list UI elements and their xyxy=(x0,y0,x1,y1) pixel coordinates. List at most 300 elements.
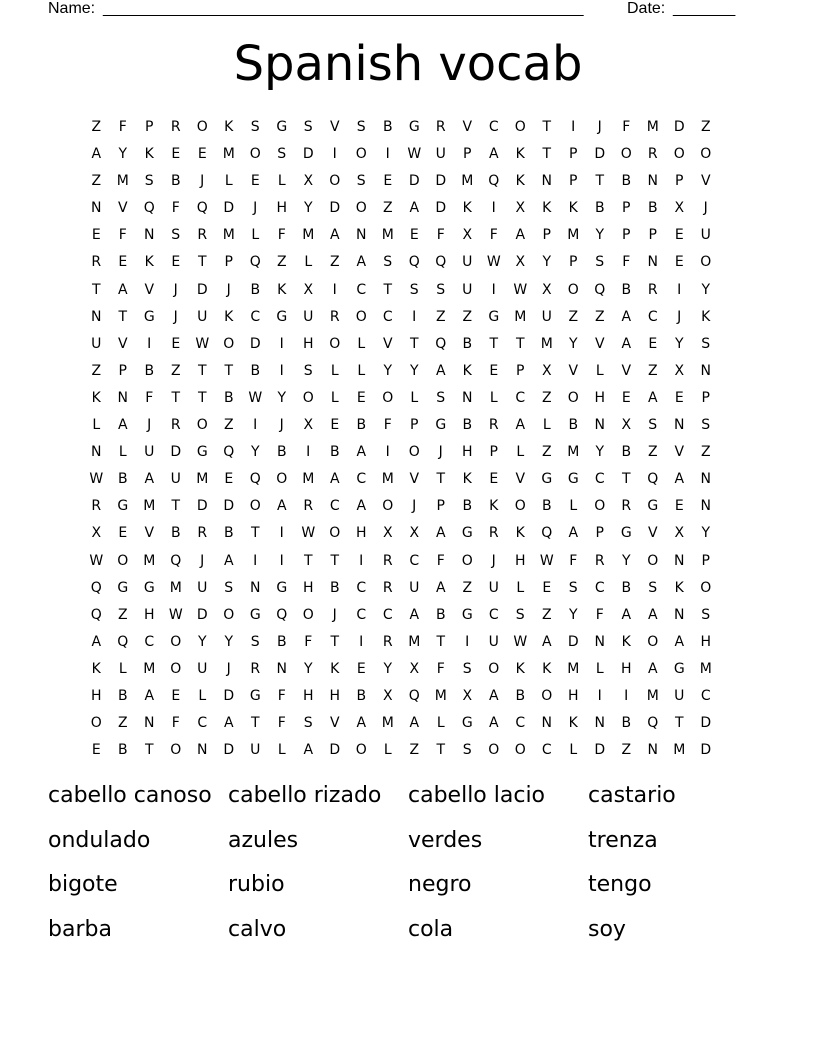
grid-letter: G xyxy=(249,687,261,704)
grid-letter: B xyxy=(462,417,473,434)
grid-letter: X xyxy=(462,227,473,244)
grid-letter: C xyxy=(356,579,367,596)
grid-letter: C xyxy=(409,552,420,569)
grid-letter: N xyxy=(117,389,128,406)
grid-letter: Q xyxy=(196,200,208,217)
grid-letter: M xyxy=(673,742,686,759)
grid-letter: K xyxy=(462,471,472,488)
grid-letter: M xyxy=(222,227,235,244)
grid-letter: A xyxy=(488,715,499,732)
grid-letter: O xyxy=(355,146,367,163)
grid-letter: V xyxy=(329,119,340,135)
grid-letter: A xyxy=(223,715,234,732)
grid-letter: E xyxy=(330,417,340,434)
grid-letter: S xyxy=(303,715,313,732)
grid-letter: C xyxy=(515,389,526,406)
grid-letter: D xyxy=(223,742,235,759)
grid-letter: S xyxy=(568,579,578,596)
grid-letter: Z xyxy=(568,308,579,325)
grid-letter: A xyxy=(409,606,420,623)
grid-letter: S xyxy=(648,417,658,434)
grid-letter: X xyxy=(621,417,632,434)
grid-letter: X xyxy=(409,660,420,677)
grid-letter: M xyxy=(567,227,580,244)
grid-letter: O xyxy=(196,119,208,135)
grid-letter: N xyxy=(647,173,658,190)
grid-letter: C xyxy=(515,715,526,732)
grid-letter: L xyxy=(118,660,127,677)
grid-letter: K xyxy=(515,660,525,677)
grid-letter: R xyxy=(197,525,208,542)
grid-letter: G xyxy=(461,606,473,623)
grid-letter: E xyxy=(621,389,631,406)
grid-letter: U xyxy=(250,742,261,759)
grid-letter: V xyxy=(674,444,685,461)
date-field[interactable]: _______ xyxy=(673,0,736,17)
grid-letter: A xyxy=(541,633,552,650)
grid-letter: T xyxy=(91,281,101,298)
grid-letter: M xyxy=(196,471,209,488)
grid-letter: O xyxy=(541,687,553,704)
grid-letter: Z xyxy=(541,444,552,461)
grid-letter: T xyxy=(436,633,446,650)
grid-letter: W xyxy=(513,281,528,298)
grid-letter: S xyxy=(356,119,366,135)
grid-letter: A xyxy=(621,335,632,352)
grid-letter: Y xyxy=(701,525,711,542)
grid-letter: A xyxy=(647,606,658,623)
grid-letter: E xyxy=(674,498,684,515)
grid-letter: M xyxy=(381,227,394,244)
grid-letter: X xyxy=(409,525,420,542)
grid-letter: K xyxy=(91,660,101,677)
name-label: Name: xyxy=(48,0,96,17)
grid-letter: G xyxy=(143,579,155,596)
grid-letter: S xyxy=(250,633,260,650)
grid-letter: O xyxy=(647,552,659,569)
grid-letter: C xyxy=(382,308,393,325)
grid-letter: X xyxy=(91,525,102,542)
grid-letter: T xyxy=(542,146,552,163)
grid-letter: A xyxy=(303,742,314,759)
grid-letter: B xyxy=(541,498,552,515)
grid-letter: B xyxy=(515,687,526,704)
grid-letter: N xyxy=(541,173,552,190)
grid-letter: X xyxy=(674,362,685,379)
grid-letter: N xyxy=(91,200,102,217)
grid-letter: B xyxy=(117,471,128,488)
grid-letter: Y xyxy=(197,633,207,650)
grid-letter: Q xyxy=(647,471,659,488)
grid-letter: B xyxy=(329,444,340,461)
grid-letter: Z xyxy=(700,444,711,461)
grid-letter: V xyxy=(117,200,128,217)
grid-letter: K xyxy=(515,173,525,190)
grid-letter: A xyxy=(117,281,128,298)
grid-letter: U xyxy=(197,579,208,596)
grid-letter: M xyxy=(461,173,474,190)
grid-letter: L xyxy=(357,335,366,352)
grid-letter: U xyxy=(91,335,102,352)
grid-letter: Z xyxy=(329,254,340,271)
grid-letter: Z xyxy=(594,308,605,325)
grid-letter: P xyxy=(516,362,525,379)
grid-letter: O xyxy=(355,742,367,759)
grid-letter: I xyxy=(491,200,496,217)
grid-letter: Q xyxy=(408,687,420,704)
grid-letter: Z xyxy=(91,362,102,379)
grid-letter: P xyxy=(463,146,472,163)
grid-letter: Z xyxy=(462,308,473,325)
grid-letter: O xyxy=(170,633,182,650)
grid-letter: Z xyxy=(541,389,552,406)
grid-letter: M xyxy=(302,227,315,244)
grid-letter: A xyxy=(356,254,367,271)
grid-letter: L xyxy=(330,362,339,379)
grid-letter: W xyxy=(539,552,554,569)
grid-letter: P xyxy=(436,498,445,515)
grid-letter: H xyxy=(700,633,712,650)
grid-letter: N xyxy=(144,715,155,732)
grid-letter: C xyxy=(382,606,393,623)
grid-letter: I xyxy=(253,417,258,434)
grid-letter: K xyxy=(568,200,578,217)
grid-letter: F xyxy=(145,389,154,406)
grid-letter: H xyxy=(302,687,314,704)
grid-letter: F xyxy=(622,254,631,271)
grid-letter: D xyxy=(408,173,420,190)
grid-letter: E xyxy=(409,227,419,244)
page-title: Spanish vocab xyxy=(233,36,583,92)
grid-letter: A xyxy=(91,633,102,650)
grid-letter: N xyxy=(144,227,155,244)
grid-letter: J xyxy=(412,498,417,515)
grid-letter: D xyxy=(170,444,182,461)
grid-letter: O xyxy=(382,498,394,515)
grid-letter: L xyxy=(330,389,339,406)
grid-letter: K xyxy=(330,660,340,677)
grid-letter: J xyxy=(597,119,602,135)
grid-letter: X xyxy=(303,281,314,298)
grid-letter: G xyxy=(488,308,500,325)
grid-letter: L xyxy=(489,389,498,406)
grid-letter: V xyxy=(144,525,155,542)
grid-letter: C xyxy=(647,308,658,325)
grid-letter: O xyxy=(329,173,341,190)
grid-letter: G xyxy=(249,606,261,623)
grid-letter: O xyxy=(567,389,579,406)
grid-letter: O xyxy=(647,633,659,650)
grid-letter: A xyxy=(515,227,526,244)
grid-letter: B xyxy=(250,281,261,298)
grid-letter: B xyxy=(382,119,393,135)
grid-letter: J xyxy=(491,552,496,569)
grid-letter: N xyxy=(700,471,711,488)
grid-letter: Y xyxy=(250,444,260,461)
grid-letter: L xyxy=(516,579,525,596)
grid-letter: H xyxy=(567,687,579,704)
grid-letter: K xyxy=(568,715,578,732)
date-label: Date: xyxy=(627,0,666,17)
grid-letter: D xyxy=(329,200,341,217)
grid-letter: V xyxy=(382,335,393,352)
grid-letter: F xyxy=(304,633,313,650)
grid-letter: A xyxy=(117,417,128,434)
grid-letter: V xyxy=(568,362,579,379)
grid-letter: M xyxy=(222,146,235,163)
grid-letter: I xyxy=(465,633,470,650)
grid-letter: A xyxy=(276,498,287,515)
word-list-item: castario xyxy=(588,783,676,808)
grid-letter: T xyxy=(118,308,128,325)
grid-letter: F xyxy=(489,227,498,244)
grid-letter: Q xyxy=(249,254,261,271)
grid-letter: S xyxy=(462,742,472,759)
grid-letter: D xyxy=(249,335,261,352)
grid-letter: B xyxy=(568,417,579,434)
grid-letter: G xyxy=(461,715,473,732)
grid-letter: Y xyxy=(409,362,419,379)
grid-letter: J xyxy=(147,417,152,434)
grid-letter: O xyxy=(700,579,712,596)
grid-letter: R xyxy=(647,281,658,298)
grid-letter: O xyxy=(329,335,341,352)
grid-letter: E xyxy=(171,335,181,352)
grid-letter: F xyxy=(171,200,180,217)
grid-letter: W xyxy=(89,471,104,488)
grid-letter: O xyxy=(514,742,526,759)
name-field[interactable]: ______________________________________________________ xyxy=(103,0,584,17)
grid-letter: B xyxy=(621,579,632,596)
grid-letter: U xyxy=(700,227,711,244)
grid-letter: K xyxy=(144,146,154,163)
grid-letter: A xyxy=(435,525,446,542)
grid-letter: U xyxy=(197,660,208,677)
grid-letter: F xyxy=(118,227,127,244)
grid-letter: G xyxy=(117,498,129,515)
grid-letter: O xyxy=(223,606,235,623)
grid-letter: H xyxy=(302,335,314,352)
grid-letter: E xyxy=(171,146,181,163)
grid-letter: Q xyxy=(117,633,129,650)
grid-letter: V xyxy=(409,471,420,488)
grid-letter: B xyxy=(435,606,446,623)
grid-letter: Z xyxy=(700,119,711,135)
grid-letter: I xyxy=(624,687,629,704)
grid-letter: O xyxy=(302,389,314,406)
grid-letter: Q xyxy=(90,606,102,623)
grid-letter: S xyxy=(171,227,181,244)
grid-letter: E xyxy=(356,389,366,406)
grid-letter: V xyxy=(594,335,605,352)
grid-letter: F xyxy=(622,119,631,135)
grid-letter: Q xyxy=(170,552,182,569)
grid-letter: X xyxy=(674,525,685,542)
grid-letter: X xyxy=(382,525,393,542)
grid-letter: O xyxy=(249,498,261,515)
grid-letter: Q xyxy=(647,715,659,732)
grid-letter: I xyxy=(279,525,284,542)
grid-letter: U xyxy=(144,444,155,461)
grid-letter: F xyxy=(436,660,445,677)
grid-letter: M xyxy=(514,308,527,325)
grid-letter: Z xyxy=(117,715,128,732)
grid-letter: O xyxy=(488,742,500,759)
grid-letter: M xyxy=(540,335,553,352)
grid-letter: G xyxy=(673,660,685,677)
grid-letter: B xyxy=(276,633,287,650)
grid-letter: I xyxy=(279,335,284,352)
grid-letter: O xyxy=(408,444,420,461)
grid-letter: T xyxy=(621,471,631,488)
grid-letter: N xyxy=(541,715,552,732)
grid-letter: I xyxy=(385,444,390,461)
grid-letter: T xyxy=(436,471,446,488)
grid-letter: D xyxy=(223,200,235,217)
grid-letter: Z xyxy=(170,362,181,379)
grid-letter: T xyxy=(250,715,260,732)
grid-letter: R xyxy=(594,552,605,569)
grid-letter: C xyxy=(356,471,367,488)
grid-letter: X xyxy=(541,281,552,298)
grid-letter: C xyxy=(594,471,605,488)
grid-letter: O xyxy=(461,552,473,569)
grid-letter: A xyxy=(409,200,420,217)
grid-letter: S xyxy=(701,335,711,352)
grid-letter: M xyxy=(567,660,580,677)
grid-letter: A xyxy=(435,362,446,379)
grid-letter: J xyxy=(226,660,231,677)
grid-letter: G xyxy=(276,579,288,596)
word-list-item: soy xyxy=(588,916,626,942)
grid-letter: E xyxy=(383,173,393,190)
grid-letter: K xyxy=(277,281,287,298)
grid-letter: F xyxy=(277,227,286,244)
grid-letter: V xyxy=(462,119,473,135)
grid-letter: D xyxy=(700,715,712,732)
grid-letter: T xyxy=(489,335,499,352)
grid-letter: J xyxy=(200,173,205,190)
grid-letter: Z xyxy=(621,742,632,759)
grid-letter: O xyxy=(700,146,712,163)
grid-letter: U xyxy=(170,471,181,488)
grid-letter: E xyxy=(674,227,684,244)
grid-letter: S xyxy=(701,606,711,623)
grid-letter: V xyxy=(329,715,340,732)
grid-letter: M xyxy=(143,498,156,515)
grid-letter: H xyxy=(514,552,526,569)
grid-letter: F xyxy=(436,552,445,569)
word-list-item: tengo xyxy=(588,872,652,897)
grid-letter: Q xyxy=(408,254,420,271)
grid-letter: C xyxy=(250,308,261,325)
grid-letter: Z xyxy=(462,579,473,596)
grid-letter: O xyxy=(170,660,182,677)
grid-letter: P xyxy=(569,254,578,271)
grid-letter: M xyxy=(408,633,421,650)
grid-letter: T xyxy=(330,633,340,650)
grid-letter: B xyxy=(356,687,367,704)
grid-letter: B xyxy=(621,281,632,298)
grid-letter: A xyxy=(647,660,658,677)
grid-letter: Q xyxy=(488,173,500,190)
grid-letter: M xyxy=(567,444,580,461)
grid-letter: P xyxy=(595,525,604,542)
grid-letter: M xyxy=(646,687,659,704)
grid-letter: A xyxy=(356,498,367,515)
grid-letter: B xyxy=(594,200,605,217)
grid-letter: K xyxy=(224,308,234,325)
grid-letter: Z xyxy=(435,308,446,325)
grid-letter: U xyxy=(541,308,552,325)
grid-letter: T xyxy=(674,715,684,732)
grid-letter: V xyxy=(700,173,711,190)
grid-letter: N xyxy=(674,606,685,623)
grid-letter: T xyxy=(250,525,260,542)
grid-letter: X xyxy=(462,687,473,704)
grid-letter: A xyxy=(356,715,367,732)
grid-letter: B xyxy=(462,498,473,515)
grid-letter: J xyxy=(438,444,443,461)
grid-letter: X xyxy=(674,200,685,217)
grid-letter: L xyxy=(277,173,286,190)
word-list-item: cola xyxy=(408,916,454,942)
grid-letter: W xyxy=(513,633,528,650)
grid-letter: F xyxy=(569,552,578,569)
grid-letter: W xyxy=(168,606,183,623)
grid-letter: B xyxy=(117,742,128,759)
grid-letter: R xyxy=(170,119,181,135)
grid-letter: E xyxy=(674,389,684,406)
grid-letter: P xyxy=(648,227,657,244)
grid-letter: M xyxy=(381,715,394,732)
grid-letter: H xyxy=(143,606,155,623)
grid-letter: H xyxy=(276,200,288,217)
grid-letter: T xyxy=(197,362,207,379)
grid-letter: I xyxy=(571,119,576,135)
grid-letter: X xyxy=(303,417,314,434)
grid-letter: Q xyxy=(435,335,447,352)
grid-letter: K xyxy=(542,200,552,217)
grid-letter: O xyxy=(567,281,579,298)
header xyxy=(48,0,748,20)
grid-letter: A xyxy=(568,525,579,542)
grid-letter: T xyxy=(595,173,605,190)
grid-letter: L xyxy=(383,742,392,759)
grid-letter: L xyxy=(92,417,101,434)
grid-letter: U xyxy=(488,579,499,596)
grid-letter: P xyxy=(701,389,710,406)
grid-letter: Z xyxy=(117,606,128,623)
grid-letter: C xyxy=(541,742,552,759)
grid-letter: E xyxy=(118,525,128,542)
grid-letter: U xyxy=(462,281,473,298)
grid-letter: I xyxy=(385,146,390,163)
grid-letter: A xyxy=(144,687,155,704)
grid-letter: U xyxy=(674,687,685,704)
grid-letter: O xyxy=(488,660,500,677)
grid-letter: P xyxy=(701,552,710,569)
grid-letter: A xyxy=(144,471,155,488)
grid-letter: Q xyxy=(143,200,155,217)
grid-letter: R xyxy=(382,633,393,650)
grid-letter: O xyxy=(673,146,685,163)
grid-letter: L xyxy=(118,444,127,461)
grid-letter: A xyxy=(91,146,102,163)
grid-letter: E xyxy=(197,146,207,163)
grid-letter: E xyxy=(648,335,658,352)
grid-letter: D xyxy=(435,173,447,190)
